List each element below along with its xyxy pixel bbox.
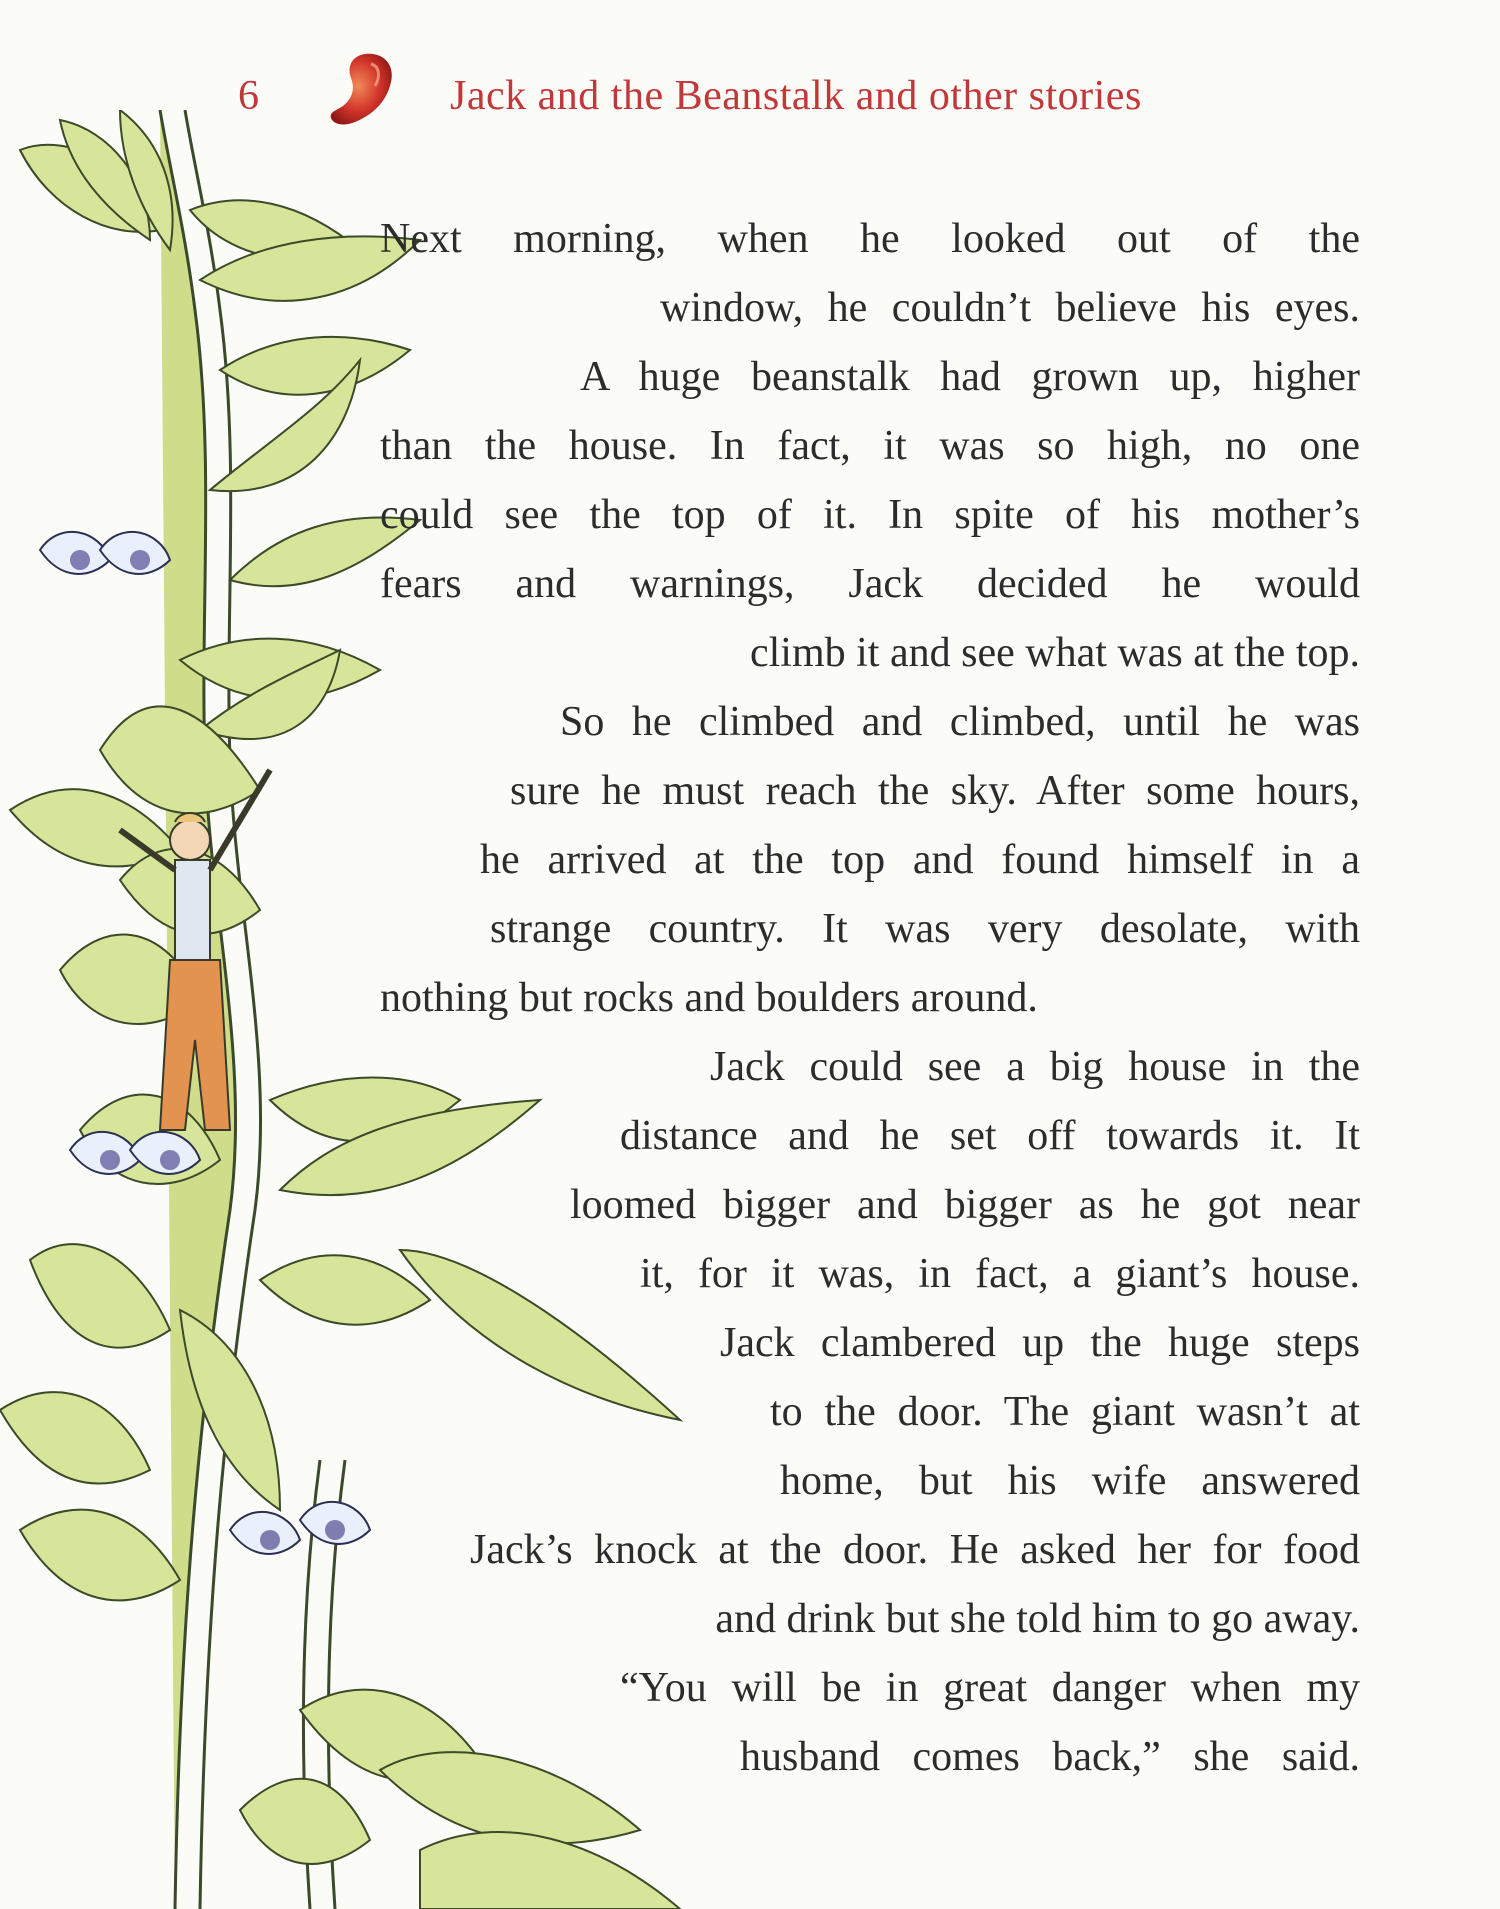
text-line: Next morning, when he looked out of the [380,216,1360,262]
text-line: and drink but she told him to go away. [715,1596,1360,1642]
text-line: strange country. It was very desolate, with [490,906,1360,952]
text-line: Jack could see a big house in the [710,1044,1360,1090]
text-line: he arrived at the top and found himself in a [480,837,1360,883]
text-line: Jack clambered up the huge steps [720,1320,1360,1366]
text-line: fears and warnings, Jack decided he would [380,561,1360,607]
text-line: loomed bigger and bigger as he got near [570,1182,1360,1228]
text-line: distance and he set off towards it. It [620,1113,1360,1159]
text-line: “You will be in great danger when my [620,1665,1360,1711]
running-title: Jack and the Beanstalk and other stories [450,73,1142,119]
text-line: climb it and see what was at the top. [749,630,1360,676]
text-line: could see the top of it. In spite of his mother’s [380,492,1360,538]
text-line: A huge beanstalk had grown up, higher [580,354,1360,400]
text-line: husband comes back,” she said. [740,1734,1360,1780]
text-line: So he climbed and climbed, until he was [560,699,1360,745]
page-number: 6 [238,73,259,119]
text-line: window, he couldn’t believe his eyes. [660,285,1360,331]
text-line: to the door. The giant wasn’t at [770,1389,1360,1435]
text-line: than the house. In fact, it was so high, no one [380,423,1360,469]
text-line: sure he must reach the sky. After some hours, [510,768,1360,814]
text-line: Jack’s knock at the door. He asked her for food [470,1527,1360,1573]
text-line: nothing but rocks and boulders around. [380,975,1038,1021]
text-line: it, for it was, in fact, a giant’s house. [640,1251,1360,1297]
text-line: home, but his wife answered [780,1458,1360,1504]
